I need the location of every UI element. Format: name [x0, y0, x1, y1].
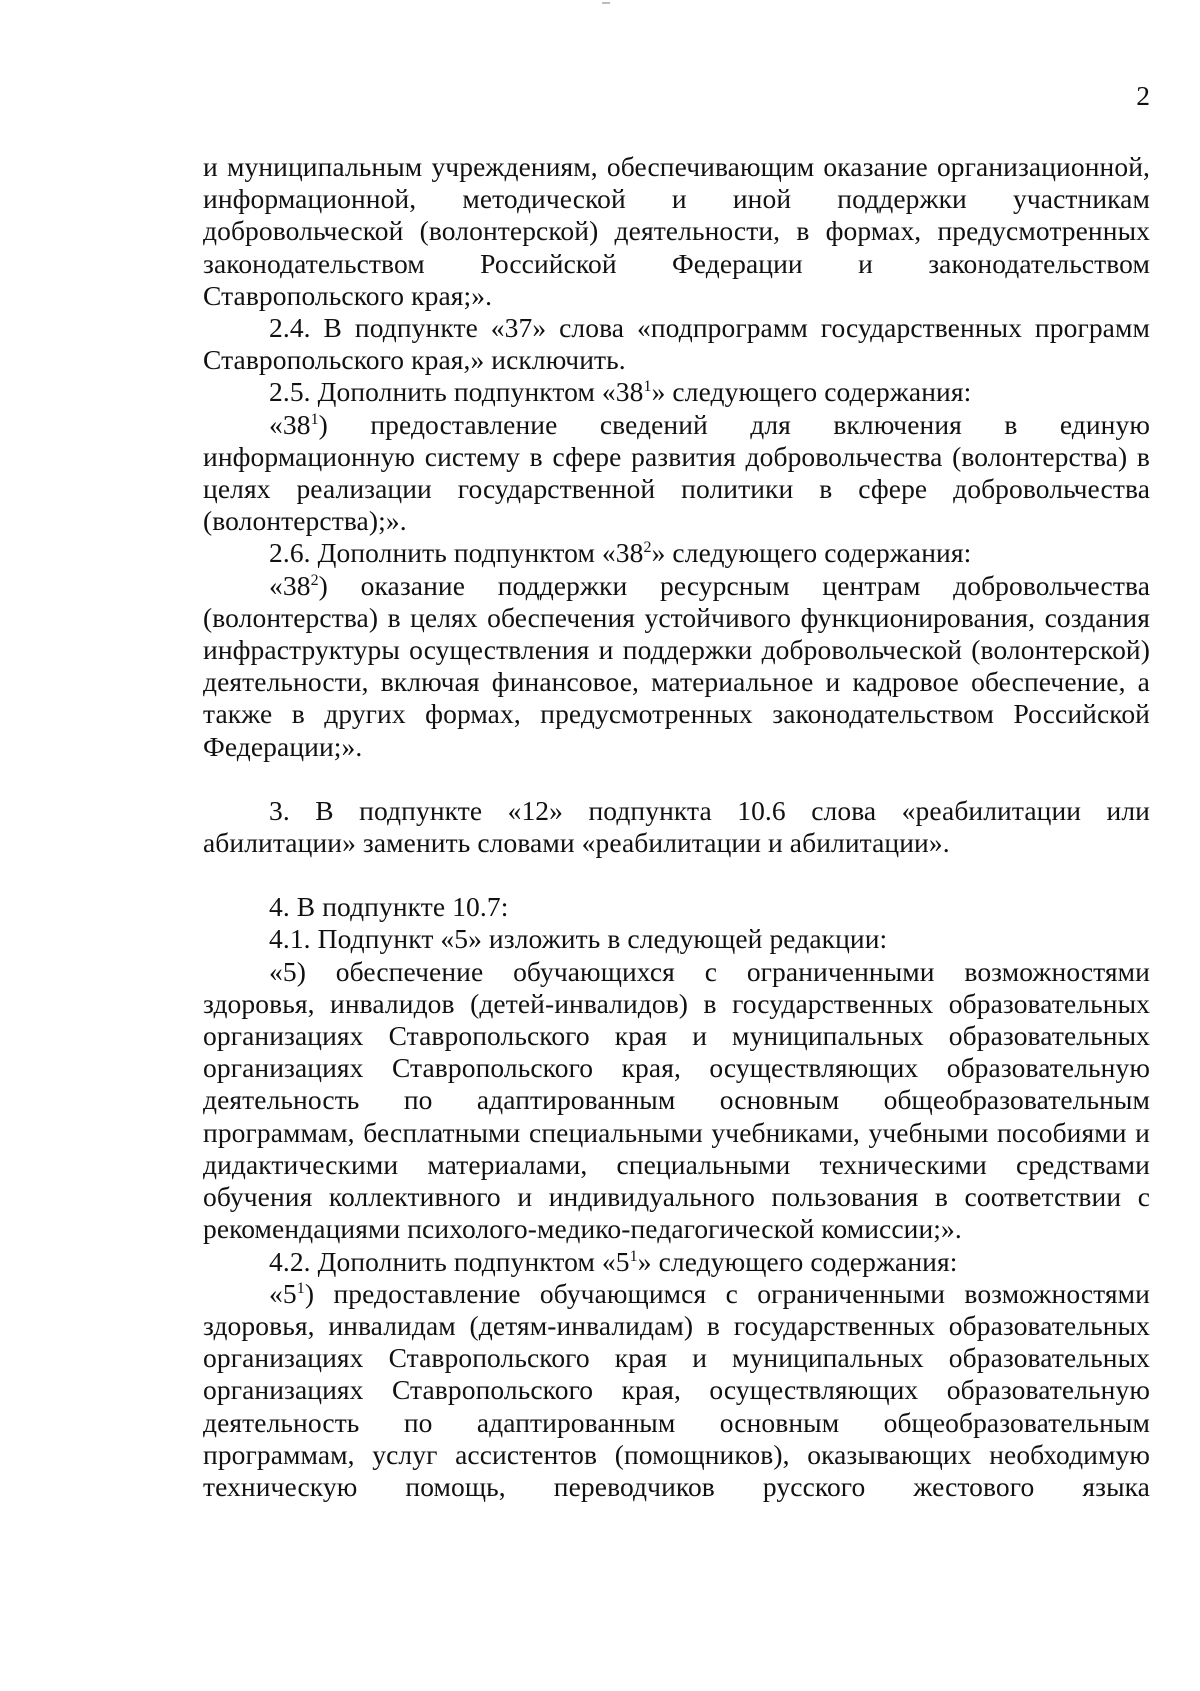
paragraph-text: 4.1. Подпункт «5» изложить в следующей редакции:	[269, 923, 888, 955]
paragraph-subitem-38-1	[203, 409, 1150, 538]
superscript: 2	[643, 539, 652, 557]
paragraph-subitem-38-2	[203, 570, 1150, 763]
paragraph-text: «5	[269, 1277, 297, 1309]
paragraph-text: «38	[269, 408, 311, 440]
paragraph-text: » следующего содержания:	[651, 537, 972, 569]
document-body	[203, 151, 1150, 1503]
paragraph-item-3	[203, 795, 1150, 859]
paragraph-text: 2.4. В подпункте «37» слова «подпрограмм государственных программ Ставропольского края,» исключить.	[203, 312, 1150, 376]
paragraph-text: 3. В подпункте «12» подпункта 10.6 слова «реабилитации или абилитации» заменить словами «реабилитации и абилитации».	[203, 794, 1150, 859]
paragraph-text: » следующего содержания:	[651, 376, 972, 408]
paragraph-continuation	[203, 151, 1150, 312]
superscript: 1	[296, 1279, 305, 1297]
paragraph-text: ) оказание поддержки ресурсным центрам добровольчества (волонтерства) в целях обеспечения устойчивого функционирования, создания инфраструктуры осуществления и поддержки добровольческой (волонтерской) деятельности, включая финансовое, материальное и кадровое обеспечение, а также в других формах, предусмотренных законодательством Российской Федерации;».	[203, 569, 1150, 762]
paragraph-item-2-6	[203, 537, 1150, 569]
scan-speck	[602, 2, 610, 4]
superscript: 1	[310, 410, 319, 428]
paragraph-text: » следующего содержания:	[637, 1245, 958, 1277]
page-number: 2	[1136, 80, 1150, 111]
paragraph-text: 4.2. Дополнить подпунктом «5	[269, 1245, 630, 1277]
paragraph-item-4	[203, 891, 1150, 923]
paragraph-item-4-2	[203, 1246, 1150, 1278]
paragraph-text: «5) обеспечение обучающихся с ограниченными возможностями здоровья, инвалидов (детей-инвалидов) в государственных образовательных организациях Ставропольского края и муниципальных образовательных организациях Ставропольского края, осуществляющих образовательную деятельность по адаптированным основным общеобразовательным программам, бесплатными специальными учебниками, учебными пособиями и дидактическими материалами, специальными техническими средствами обучения коллективного и индивидуального пользования в соответствии с рекомендациями психолого-медико-педагогической комиссии;».	[203, 955, 1150, 1245]
superscript: 2	[310, 571, 319, 589]
paragraph-text: ) предоставление сведений для включения в единую информационную систему в сфере развития добровольчества (волонтерства) в целях реализации государственной политики в сфере добровольчества (волонтерства);».	[203, 408, 1150, 537]
paragraph-text: 4. В подпункте 10.7:	[269, 891, 509, 923]
paragraph-text: 2.6. Дополнить подпунктом «38	[269, 537, 644, 569]
superscript: 1	[629, 1247, 638, 1265]
superscript: 1	[643, 378, 652, 396]
paragraph-subitem-5	[203, 956, 1150, 1246]
paragraph-item-2-4	[203, 312, 1150, 376]
paragraph-text: ) предоставление обучающимся с ограниченными возможностями здоровья, инвалидам (детям-инвалидам) в государственных образовательных организациях Ставропольского края и муниципальных образовательных организациях Ставропольского края, осуществляющих образовательную деятельность по адаптированным основным общеобразовательным программам, услуг ассистентов (помощников), оказывающих необходимую техническую помощь, переводчиков русского жестового языка	[203, 1277, 1150, 1502]
paragraph-subitem-5-1	[203, 1278, 1150, 1503]
paragraph-text: «38	[269, 569, 311, 601]
paragraph-text: 2.5. Дополнить подпунктом «38	[269, 376, 644, 408]
paragraph-text: и муниципальным учреждениям, обеспечивающим оказание организационной, информационной, методической и иной поддержки участникам добровольческой (волонтерской) деятельности, в формах, предусмотренных законодательством Российской Федерации и законодательством Ставропольского края;».	[203, 151, 1150, 311]
paragraph-item-4-1	[203, 923, 1150, 955]
paragraph-item-2-5	[203, 376, 1150, 408]
